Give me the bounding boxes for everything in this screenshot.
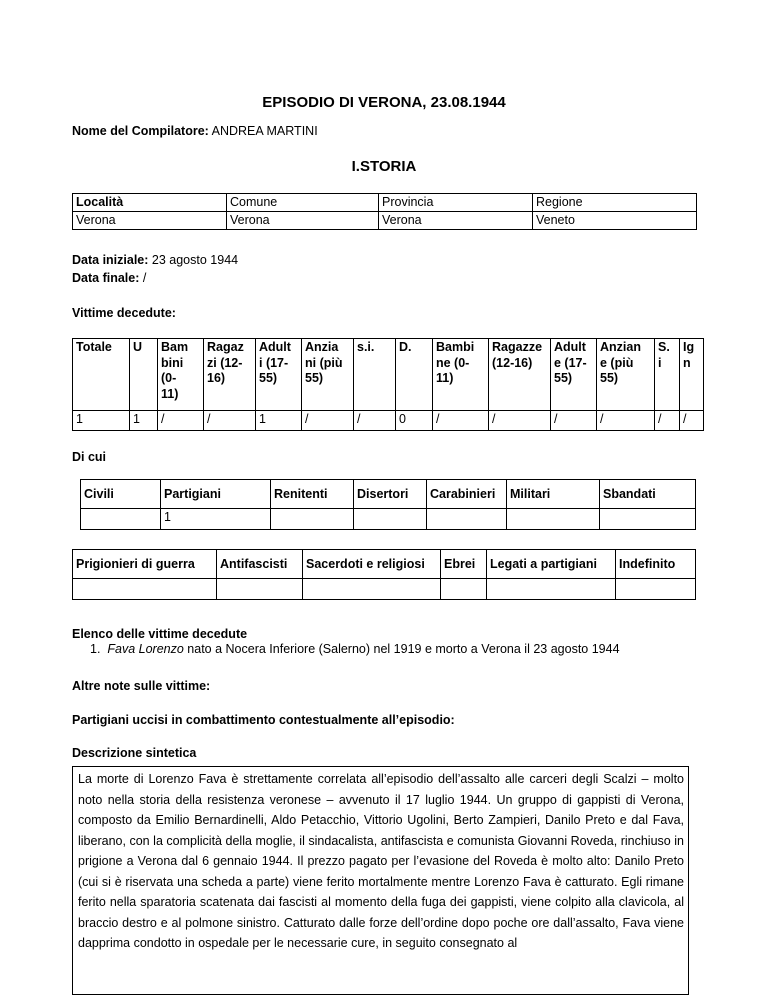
value-partigiani: 1 bbox=[161, 509, 271, 530]
header-renitenti: Renitenti bbox=[271, 480, 354, 509]
value-bambine: / bbox=[433, 411, 489, 431]
header-localita: Località bbox=[73, 194, 227, 212]
header-militari: Militari bbox=[507, 480, 600, 509]
header-s-i: S. i bbox=[655, 339, 680, 411]
header-anziane: Anzian e (più 55) bbox=[597, 339, 655, 411]
header-sbandati: Sbandati bbox=[600, 480, 696, 509]
victims-list-heading: Elenco delle vittime decedute bbox=[72, 627, 248, 641]
dicui-header-row-1 bbox=[81, 480, 696, 509]
value-prigionieri bbox=[73, 579, 217, 600]
other-notes-heading: Altre note sulle vittime: bbox=[72, 679, 211, 693]
header-prigionieri: Prigionieri di guerra bbox=[73, 550, 217, 579]
header-ign: Ig n bbox=[680, 339, 704, 411]
header-totale: Totale bbox=[73, 339, 130, 411]
partisans-heading: Partigiani uccisi in combattimento contestualmente all’episodio: bbox=[72, 713, 455, 727]
end-date bbox=[72, 271, 146, 285]
value-regione: Veneto bbox=[533, 212, 697, 230]
header-adulte: Adult e (17- 55) bbox=[551, 339, 597, 411]
value-sbandati bbox=[600, 509, 696, 530]
value-renitenti bbox=[271, 509, 354, 530]
header-indefinito: Indefinito bbox=[616, 550, 696, 579]
dicui-table-2 bbox=[72, 549, 696, 600]
end-date-value: / bbox=[142, 271, 147, 285]
end-date-label: Data finale: bbox=[72, 271, 140, 285]
header-ragazzi: Ragaz zi (12- 16) bbox=[204, 339, 256, 411]
value-ragazze: / bbox=[489, 411, 551, 431]
header-ebrei: Ebrei bbox=[441, 550, 487, 579]
header-regione: Regione bbox=[533, 194, 697, 212]
header-legati: Legati a partigiani bbox=[487, 550, 616, 579]
header-carabinieri: Carabinieri bbox=[427, 480, 507, 509]
compiler-line bbox=[72, 124, 318, 138]
victims-list-item bbox=[90, 642, 710, 656]
header-civili: Civili bbox=[81, 480, 161, 509]
header-antifascisti: Antifascisti bbox=[217, 550, 303, 579]
compiler-value: ANDREA MARTINI bbox=[211, 124, 318, 138]
value-adulti: 1 bbox=[256, 411, 302, 431]
header-adulti: Adult i (17- 55) bbox=[256, 339, 302, 411]
value-u: 1 bbox=[130, 411, 158, 431]
section-title: I.STORIA bbox=[351, 158, 417, 175]
header-ragazze: Ragazze (12-16) bbox=[489, 339, 551, 411]
header-partigiani: Partigiani bbox=[161, 480, 271, 509]
value-totale: 1 bbox=[73, 411, 130, 431]
header-bambini: Bam bini (0- 11) bbox=[158, 339, 204, 411]
value-ragazzi: / bbox=[204, 411, 256, 431]
victims-header-row bbox=[73, 339, 704, 411]
value-carabinieri bbox=[427, 509, 507, 530]
compiler-label: Nome del Compilatore: bbox=[72, 124, 209, 138]
value-ign: / bbox=[680, 411, 704, 431]
victims-value-row bbox=[73, 411, 704, 431]
dicui-label: Di cui bbox=[72, 450, 107, 464]
description-heading: Descrizione sintetica bbox=[72, 746, 197, 760]
victim-number: 1. bbox=[90, 642, 101, 656]
header-u: U bbox=[130, 339, 158, 411]
value-bambini: / bbox=[158, 411, 204, 431]
value-adulte: / bbox=[551, 411, 597, 431]
value-provincia: Verona bbox=[379, 212, 533, 230]
value-anziane: / bbox=[597, 411, 655, 431]
header-comune: Comune bbox=[227, 194, 379, 212]
value-indefinito bbox=[616, 579, 696, 600]
document-title: EPISODIO DI VERONA, 23.08.1944 bbox=[262, 94, 506, 111]
victim-details: nato a Nocera Inferiore (Salerno) nel 1919 e morto a Verona il 23 agosto 1944 bbox=[183, 642, 620, 656]
value-ebrei bbox=[441, 579, 487, 600]
header-provincia: Provincia bbox=[379, 194, 533, 212]
start-date-label: Data iniziale: bbox=[72, 253, 149, 267]
value-militari bbox=[507, 509, 600, 530]
dicui-table-1 bbox=[80, 479, 696, 530]
location-header-row bbox=[73, 194, 697, 212]
header-anziani: Anzia ni (più 55) bbox=[302, 339, 354, 411]
header-bambine: Bambi ne (0- 11) bbox=[433, 339, 489, 411]
header-si: s.i. bbox=[354, 339, 396, 411]
header-disertori: Disertori bbox=[354, 480, 427, 509]
value-antifascisti bbox=[217, 579, 303, 600]
victim-name: Fava Lorenzo bbox=[107, 642, 184, 656]
value-disertori bbox=[354, 509, 427, 530]
value-si: / bbox=[354, 411, 396, 431]
value-sacerdoti bbox=[303, 579, 441, 600]
value-comune: Verona bbox=[227, 212, 379, 230]
dicui-value-row-1 bbox=[81, 509, 696, 530]
location-table bbox=[72, 193, 697, 230]
description-text: La morte di Lorenzo Fava è strettamente correlata all’episodio dell’assalto alle carceri degli Scalzi – molto noto nella storia della resistenza veronese – avvenuto il 17 luglio 1944. Un gruppo di gappisti di Verona, composto da Emilio Bernardinelli, Aldo Petacchio, Vittorio Ugolini, Berto Zampieri, Danilo Preto e dal Fava, liberano, con la complicità della moglie, il sindacalista, antifascista e comunista Giovanni Roveda, rinchiuso in prigione a Verona dal 6 gennaio 1944. Il prezzo pagato per l’evasione del Roveda è molto alto: Danilo Preto (cui si è riservata una scheda a parte) viene ferito mortalmente mentre Lorenzo Fava è catturato. Egli rimane ferito nella sparatoria scatenata dai fascisti al momento della fuga dei gappisti, viene colpito alla clavicola, al braccio destro e al polmone sinistro. Catturato dalle forze dell’ordine dopo poche ore dall’assalto, Fava viene dapprima condotto in ospedale per le necessarie cure, in seguito consegnato al bbox=[72, 766, 689, 995]
value-legati bbox=[487, 579, 616, 600]
value-d: 0 bbox=[396, 411, 433, 431]
value-localita: Verona bbox=[73, 212, 227, 230]
start-date-value: 23 agosto 1944 bbox=[151, 253, 239, 267]
header-sacerdoti: Sacerdoti e religiosi bbox=[303, 550, 441, 579]
victims-label: Vittime decedute: bbox=[72, 306, 176, 320]
dicui-value-row-2 bbox=[73, 579, 696, 600]
header-d: D. bbox=[396, 339, 433, 411]
victims-table bbox=[72, 338, 704, 431]
value-civili bbox=[81, 509, 161, 530]
start-date bbox=[72, 253, 238, 267]
value-anziani: / bbox=[302, 411, 354, 431]
dicui-header-row-2 bbox=[73, 550, 696, 579]
location-value-row bbox=[73, 212, 697, 230]
value-s-i: / bbox=[655, 411, 680, 431]
